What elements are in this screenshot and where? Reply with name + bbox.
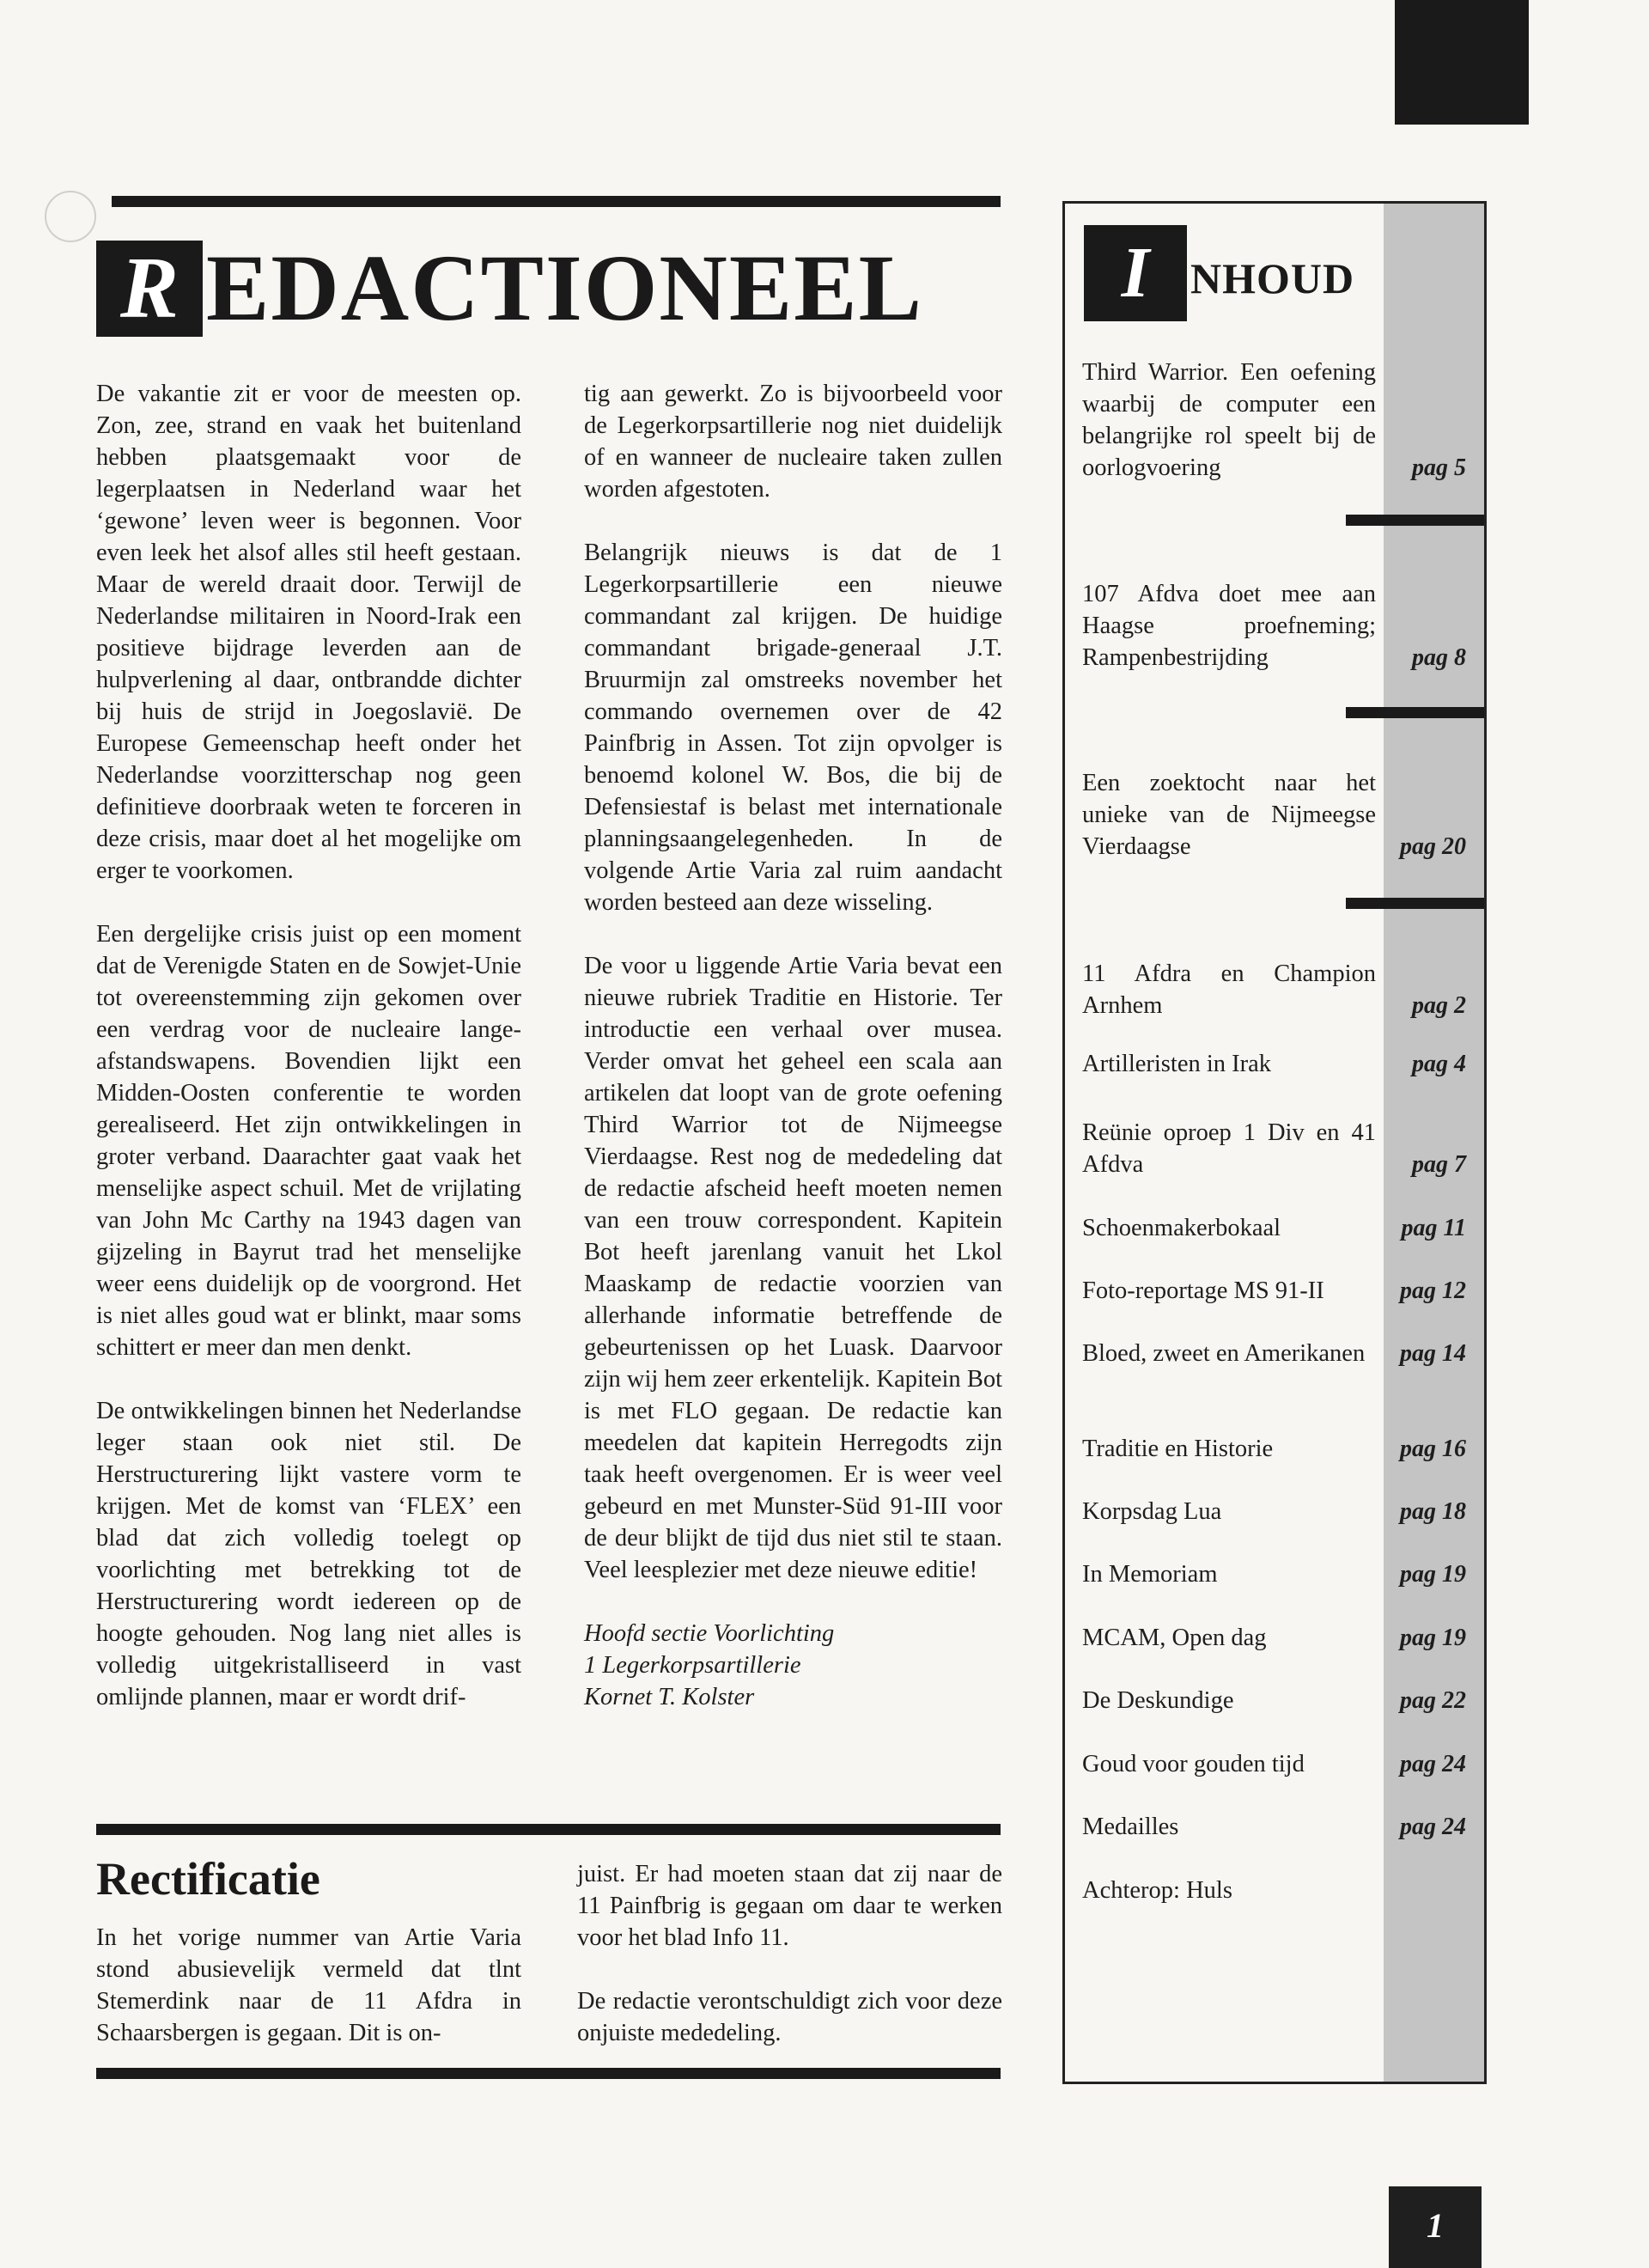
toc-item-title: Foto-reportage MS 91-II [1082,1277,1324,1304]
toc-item[interactable] [1082,958,1473,1021]
toc-item-title: Korpsdag Lua [1082,1498,1222,1525]
page-number: 1 [1389,2186,1482,2268]
toc-item-page: pag 24 [1400,1814,1466,1840]
toc-item-title: De Deskundige [1082,1687,1234,1714]
toc-item-title: 107 Afdva doet mee aan Haagse proefneming; Rampenbestrijding [1082,581,1376,671]
page-title: EDACTIONEEL [206,235,923,340]
toc-item-page: pag 2 [1412,992,1466,1019]
rectificatie-column-2 [577,1858,1002,2049]
toc-item[interactable] [1082,1338,1473,1369]
toc-item-page: pag 14 [1400,1340,1466,1367]
signature-line: Kornet T. Kolster [584,1684,755,1710]
table-of-contents [1062,201,1487,2084]
toc-item-page: pag 11 [1401,1215,1466,1241]
toc-item-page: pag 7 [1412,1151,1466,1178]
editorial-paragraph: Belangrijk nieuws is dat de 1 Legerkorpsartillerie een nieuwe commandant zal krijgen. De huidige commandant brigade-generaal J.T. Bruurmijn zal omstreeks november het commando overnemen over de 42 Painfbrig in Assen. Tot zijn opvolger is benoemd kolonel W. Bos, die bij de Defensiestaf is belast met internationale planningsaangelegenheden. In de volgende Artie Varia zal ruim aandacht worden besteed aan deze wisseling. [584,540,1002,916]
editorial-paragraph: tig aan gewerkt. Zo is bijvoorbeeld voor de Legerkorpsartillerie nog niet duidelijk of en wanneer de nucleaire taken zullen worden afgestoten. [584,381,1002,503]
toc-item-title: Third Warrior. Een oefening waarbij de computer een belangrijke rol speelt bij de oorlogvoering [1082,359,1376,481]
toc-item-page: pag 8 [1412,644,1466,671]
toc-separator [1346,898,1487,909]
toc-item-page: pag 19 [1400,1561,1466,1588]
toc-item-title: Reünie oproep 1 Div en 41 Afdva [1082,1119,1376,1178]
rectificatie-column-1 [96,1922,521,2049]
title-initial: R [119,240,180,337]
toc-item-page: pag 12 [1400,1277,1466,1304]
editorial-paragraph: De vakantie zit er voor de meesten op. Zon, zee, strand en vaak het buitenland hebben plaatsgemaakt voor de legerplaatsen in Nederland waar het ‘gewone’ leven weer is begonnen. Voor even leek het alsof alles stil heeft gestaan. Maar de wereld draait door. Terwijl de Nederlandse militairen in Noord-Irak een positieve bijdrage leverden aan de hulpverlening al daar, ontbrandde dichter bij huis de strijd in Joegoslavië. De Europese Gemeenschap heeft onder het Nederlandse voorzitterschap nog geen definitieve doorbraak weten te forceren in deze crisis, maar doet al het mogelijke om erger te voorkomen. [96,381,521,884]
toc-item-title: Goud voor gouden tijd [1082,1751,1305,1777]
editorial-column-2 [584,378,1002,1713]
toc-item[interactable] [1082,1433,1473,1465]
toc-title: NHOUD [1190,254,1355,302]
toc-separator [1346,515,1487,526]
toc-item-title: Bloed, zweet en Amerikanen [1082,1340,1366,1367]
toc-item-page: pag 22 [1400,1687,1466,1714]
toc-item[interactable] [1082,1622,1473,1654]
editorial-paragraph: De voor u liggende Artie Varia bevat een nieuwe rubriek Traditie en Historie. Ter introductie een verhaal over musea. Verder omvat het geheel een scala aan artikelen dat loopt van de grote oefening Third Warrior tot de Nijmeegse Vierdaagse. Rest nog de mededeling dat de redactie afscheid heeft moeten nemen van een trouw correspondent. Kapitein Bot heeft jarenlang vanuit het Lkol Maaskamp de redactie voorzien van allerhande informatie betreffende de gebeurtenissen op het Luask. Daarvoor zijn wij hem zeer erkentelijk. Kapitein Bot is met FLO gegaan. De redactie kan meedelen dat kapitein Herregodts zijn taak heeft overgenomen. Er is weer veel gebeurd en met Munster-Süd 91-III voor de deur blijkt de tijd dus niet stil te staan. Veel leesplezier met deze nieuwe editie! [584,953,1002,1583]
toc-item-page: pag 18 [1400,1498,1466,1525]
toc-item-title: Achterop: Huls [1082,1877,1232,1904]
punch-hole [45,191,96,242]
corner-tab-block [1395,0,1529,125]
toc-item-page: pag 19 [1400,1625,1466,1651]
toc-separator [1346,707,1487,718]
toc-item-title: Schoenmakerbokaal [1082,1215,1281,1241]
rectificatie-paragraph: De redactie verontschuldigt zich voor deze onjuiste mededeling. [577,1988,1002,2046]
rectificatie-top-rule [96,1824,1001,1835]
toc-item[interactable] [1082,357,1473,484]
toc-item-title: In Memoriam [1082,1561,1218,1588]
rectificatie-paragraph: In het vorige nummer van Artie Varia stond abusievelijk vermeld dat tlnt Stemerdink naar de 11 Afdra in Schaarsbergen is gegaan. Dit is on- [96,1924,521,2046]
toc-item-page: pag 16 [1400,1436,1466,1462]
toc-item-page: pag 24 [1400,1751,1466,1777]
toc-item[interactable] [1082,1875,1473,1906]
toc-item[interactable] [1082,1558,1473,1590]
toc-item[interactable] [1082,767,1473,863]
toc-title-initial: I [1084,225,1187,321]
editorial-column-1 [96,378,521,1713]
toc-item-page: pag 20 [1400,833,1466,860]
toc-item-title: Een zoektocht naar het unieke van de Nijmeegse Vierdaagse [1082,770,1376,860]
toc-item-page: pag 5 [1412,454,1466,481]
editorial-signature [584,1618,1002,1713]
toc-item[interactable] [1082,1811,1473,1843]
signature-line: Hoofd sectie Voorlichting [584,1620,835,1647]
rectificatie-title: Rectificatie [96,1853,320,1905]
toc-item[interactable] [1082,1048,1473,1080]
toc-item-title: Traditie en Historie [1082,1436,1274,1462]
toc-item-page: pag 4 [1412,1051,1466,1077]
toc-item-title: Artilleristen in Irak [1082,1051,1272,1077]
toc-item[interactable] [1082,1275,1473,1307]
toc-item[interactable] [1082,578,1473,674]
title-rule [112,196,1001,207]
toc-item-title: 11 Afdra en Champion Arnhem [1082,960,1376,1019]
toc-item-title: Medailles [1082,1814,1179,1840]
toc-item[interactable] [1082,1496,1473,1527]
editorial-paragraph: De ontwikkelingen binnen het Nederlandse leger staan ook niet stil. De Herstructurering lijkt vastere vorm te krijgen. Met de komst van ‘FLEX’ een blad dat zich volledig toelegt op voorlichting met betrekking tot de Herstructurering wordt iedereen op de hoogte gehouden. Nog lang niet alles is volledig uitgekristalliseerd in vast omlijnde plannen, maar er wordt drif- [96,1398,521,1710]
editorial-paragraph: Een dergelijke crisis juist op een moment dat de Verenigde Staten en de Sowjet-Unie tot overeenstemming zijn gekomen over een verdrag voor de nucleaire lange-afstandswapens. Bovendien lijkt een Midden-Oosten conferentie te worden gerealiseerd. Het zijn ontwikkelingen in groter verband. Daarachter gaat vaak het menselijke aspect schuil. Met de vrijlating van John Mc Carthy na 1943 dagen van gijzeling in Bayrut trad het menselijke weer eens duidelijk op de voorgrond. Het is niet alles goud wat er blinkt, maar soms schittert er meer dan men denkt. [96,921,521,1361]
signature-line: 1 Legerkorpsartillerie [584,1652,801,1679]
toc-item[interactable] [1082,1117,1473,1180]
toc-item[interactable] [1082,1212,1473,1244]
toc-item[interactable] [1082,1685,1473,1716]
rectificatie-bottom-rule [96,2068,1001,2079]
toc-item[interactable] [1082,1748,1473,1780]
rectificatie-paragraph: juist. Er had moeten staan dat zij naar de 11 Painfbrig is gegaan om daar te werken voor het blad Info 11. [577,1861,1002,1951]
toc-item-title: MCAM, Open dag [1082,1625,1267,1651]
editorial-header [96,196,1001,338]
